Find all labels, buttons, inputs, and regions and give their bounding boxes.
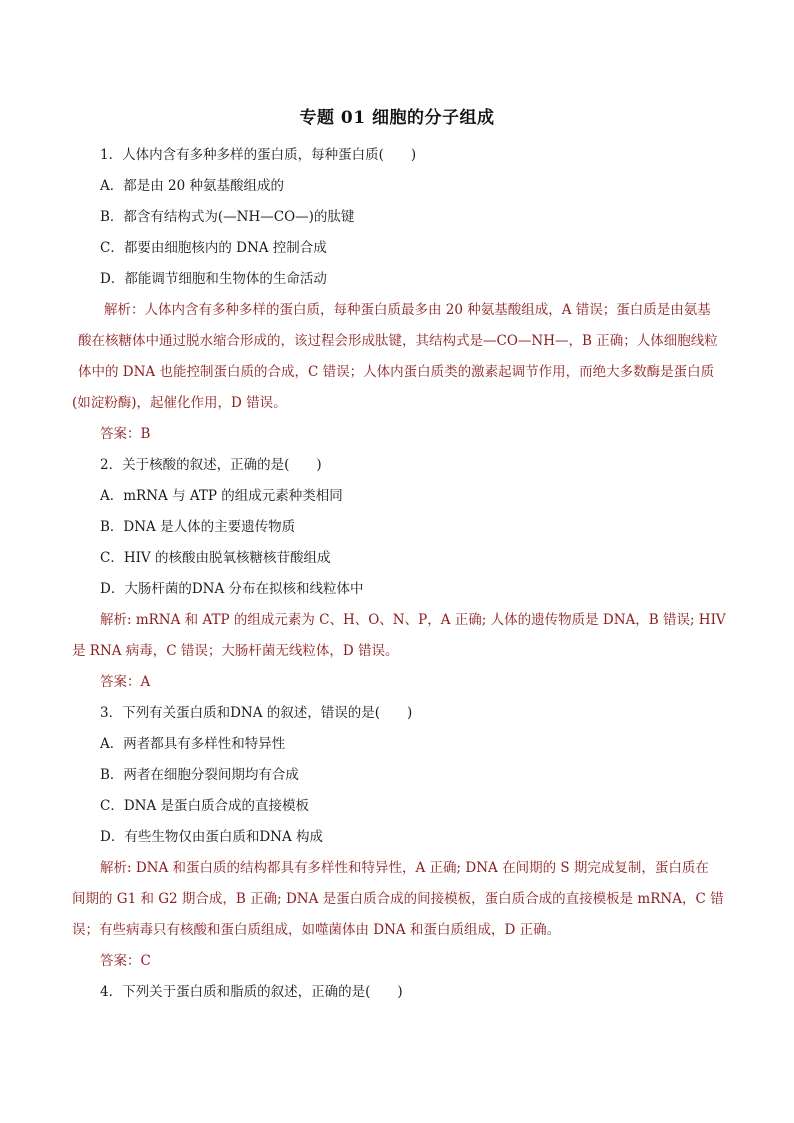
option-c: C．DNA 是蛋白质合成的直接模板 bbox=[100, 798, 310, 814]
analysis-block bbox=[72, 295, 732, 419]
option-d: D．有些生物仅由蛋白质和DNA 构成 bbox=[100, 829, 324, 845]
option-b: B．都含有结构式为(—NH—CO—)的肽键 bbox=[100, 209, 355, 225]
option-a: A．两者都具有多样性和特异性 bbox=[100, 736, 286, 752]
answer: 答案：C bbox=[100, 953, 151, 969]
option-d: D．都能调节细胞和生物体的生命活动 bbox=[100, 271, 327, 287]
analysis-block bbox=[72, 853, 732, 946]
analysis-line: (如淀粉酶)，起催化作用，D 错误。 bbox=[72, 395, 287, 411]
question-stem: 2．关于核酸的叙述，正确的是( ) bbox=[100, 457, 322, 473]
analysis-line: 是 RNA 病毒，C 错误；大肠杆菌无线粒体，D 错误。 bbox=[72, 643, 399, 659]
answer: 答案：A bbox=[100, 674, 151, 690]
option-a: A．mRNA 与 ATP 的组成元素种类相同 bbox=[100, 488, 343, 504]
analysis-line: 体中的 DNA 也能控制蛋白质的合成，C 错误；人体内蛋白质类的激素起调节作用，而绝大多数酶是蛋白质 bbox=[78, 364, 715, 380]
question-2 bbox=[72, 450, 732, 698]
analysis-block bbox=[72, 605, 732, 667]
analysis-line: 间期的 G1 和 G2 期合成，B 正确; DNA 是蛋白质合成的间接模板，蛋白质合成的直接模板是 mRNA，C 错 bbox=[72, 891, 724, 907]
analysis-line: 酸在核糖体中通过脱水缩合形成的，该过程会形成肽键，其结构式是—CO—NH—，B 正确；人体细胞线粒 bbox=[78, 333, 718, 349]
option-b: B．两者在细胞分裂间期均有合成 bbox=[100, 767, 299, 783]
question-stem: 1．人体内含有多种多样的蛋白质，每种蛋白质( ) bbox=[100, 147, 417, 163]
answer: 答案：B bbox=[100, 426, 151, 442]
option-b: B．DNA 是人体的主要遗传物质 bbox=[100, 519, 296, 535]
question-stem: 3．下列有关蛋白质和DNA 的叙述，错误的是( ) bbox=[100, 705, 413, 721]
option-d: D．大肠杆菌的DNA 分布在拟核和线粒体中 bbox=[100, 581, 364, 597]
option-c: C．HIV 的核酸由脱氧核糖核苷酸组成 bbox=[100, 550, 331, 566]
question-stem: 4．下列关于蛋白质和脂质的叙述，正确的是( ) bbox=[100, 984, 403, 1000]
analysis-line: 解析: DNA 和蛋白质的结构都具有多样性和特异性，A 正确; DNA 在间期的 S 期完成复制，蛋白质在 bbox=[100, 860, 709, 876]
question-3 bbox=[72, 698, 732, 977]
question-list bbox=[72, 140, 732, 1008]
page-title: 专题 01 细胞的分子组成 bbox=[299, 108, 495, 128]
option-c: C．都要由细胞核内的 DNA 控制合成 bbox=[100, 240, 327, 256]
analysis-line: 解析：人体内含有多种多样的蛋白质，每种蛋白质最多由 20 种氨基酸组成，A 错误；蛋白质是由氨基 bbox=[104, 302, 711, 318]
question-1 bbox=[72, 140, 732, 450]
analysis-line: 误；有些病毒只有核酸和蛋白质组成，如噬菌体由 DNA 和蛋白质组成，D 正确。 bbox=[72, 922, 561, 938]
option-a: A．都是由 20 种氨基酸组成的 bbox=[100, 178, 285, 194]
analysis-line: 解析: mRNA 和 ATP 的组成元素为 C、H、O、N、P，A 正确; 人体的遗传物质是 DNA，B 错误; HIV bbox=[100, 612, 726, 628]
question-4 bbox=[72, 977, 732, 1008]
